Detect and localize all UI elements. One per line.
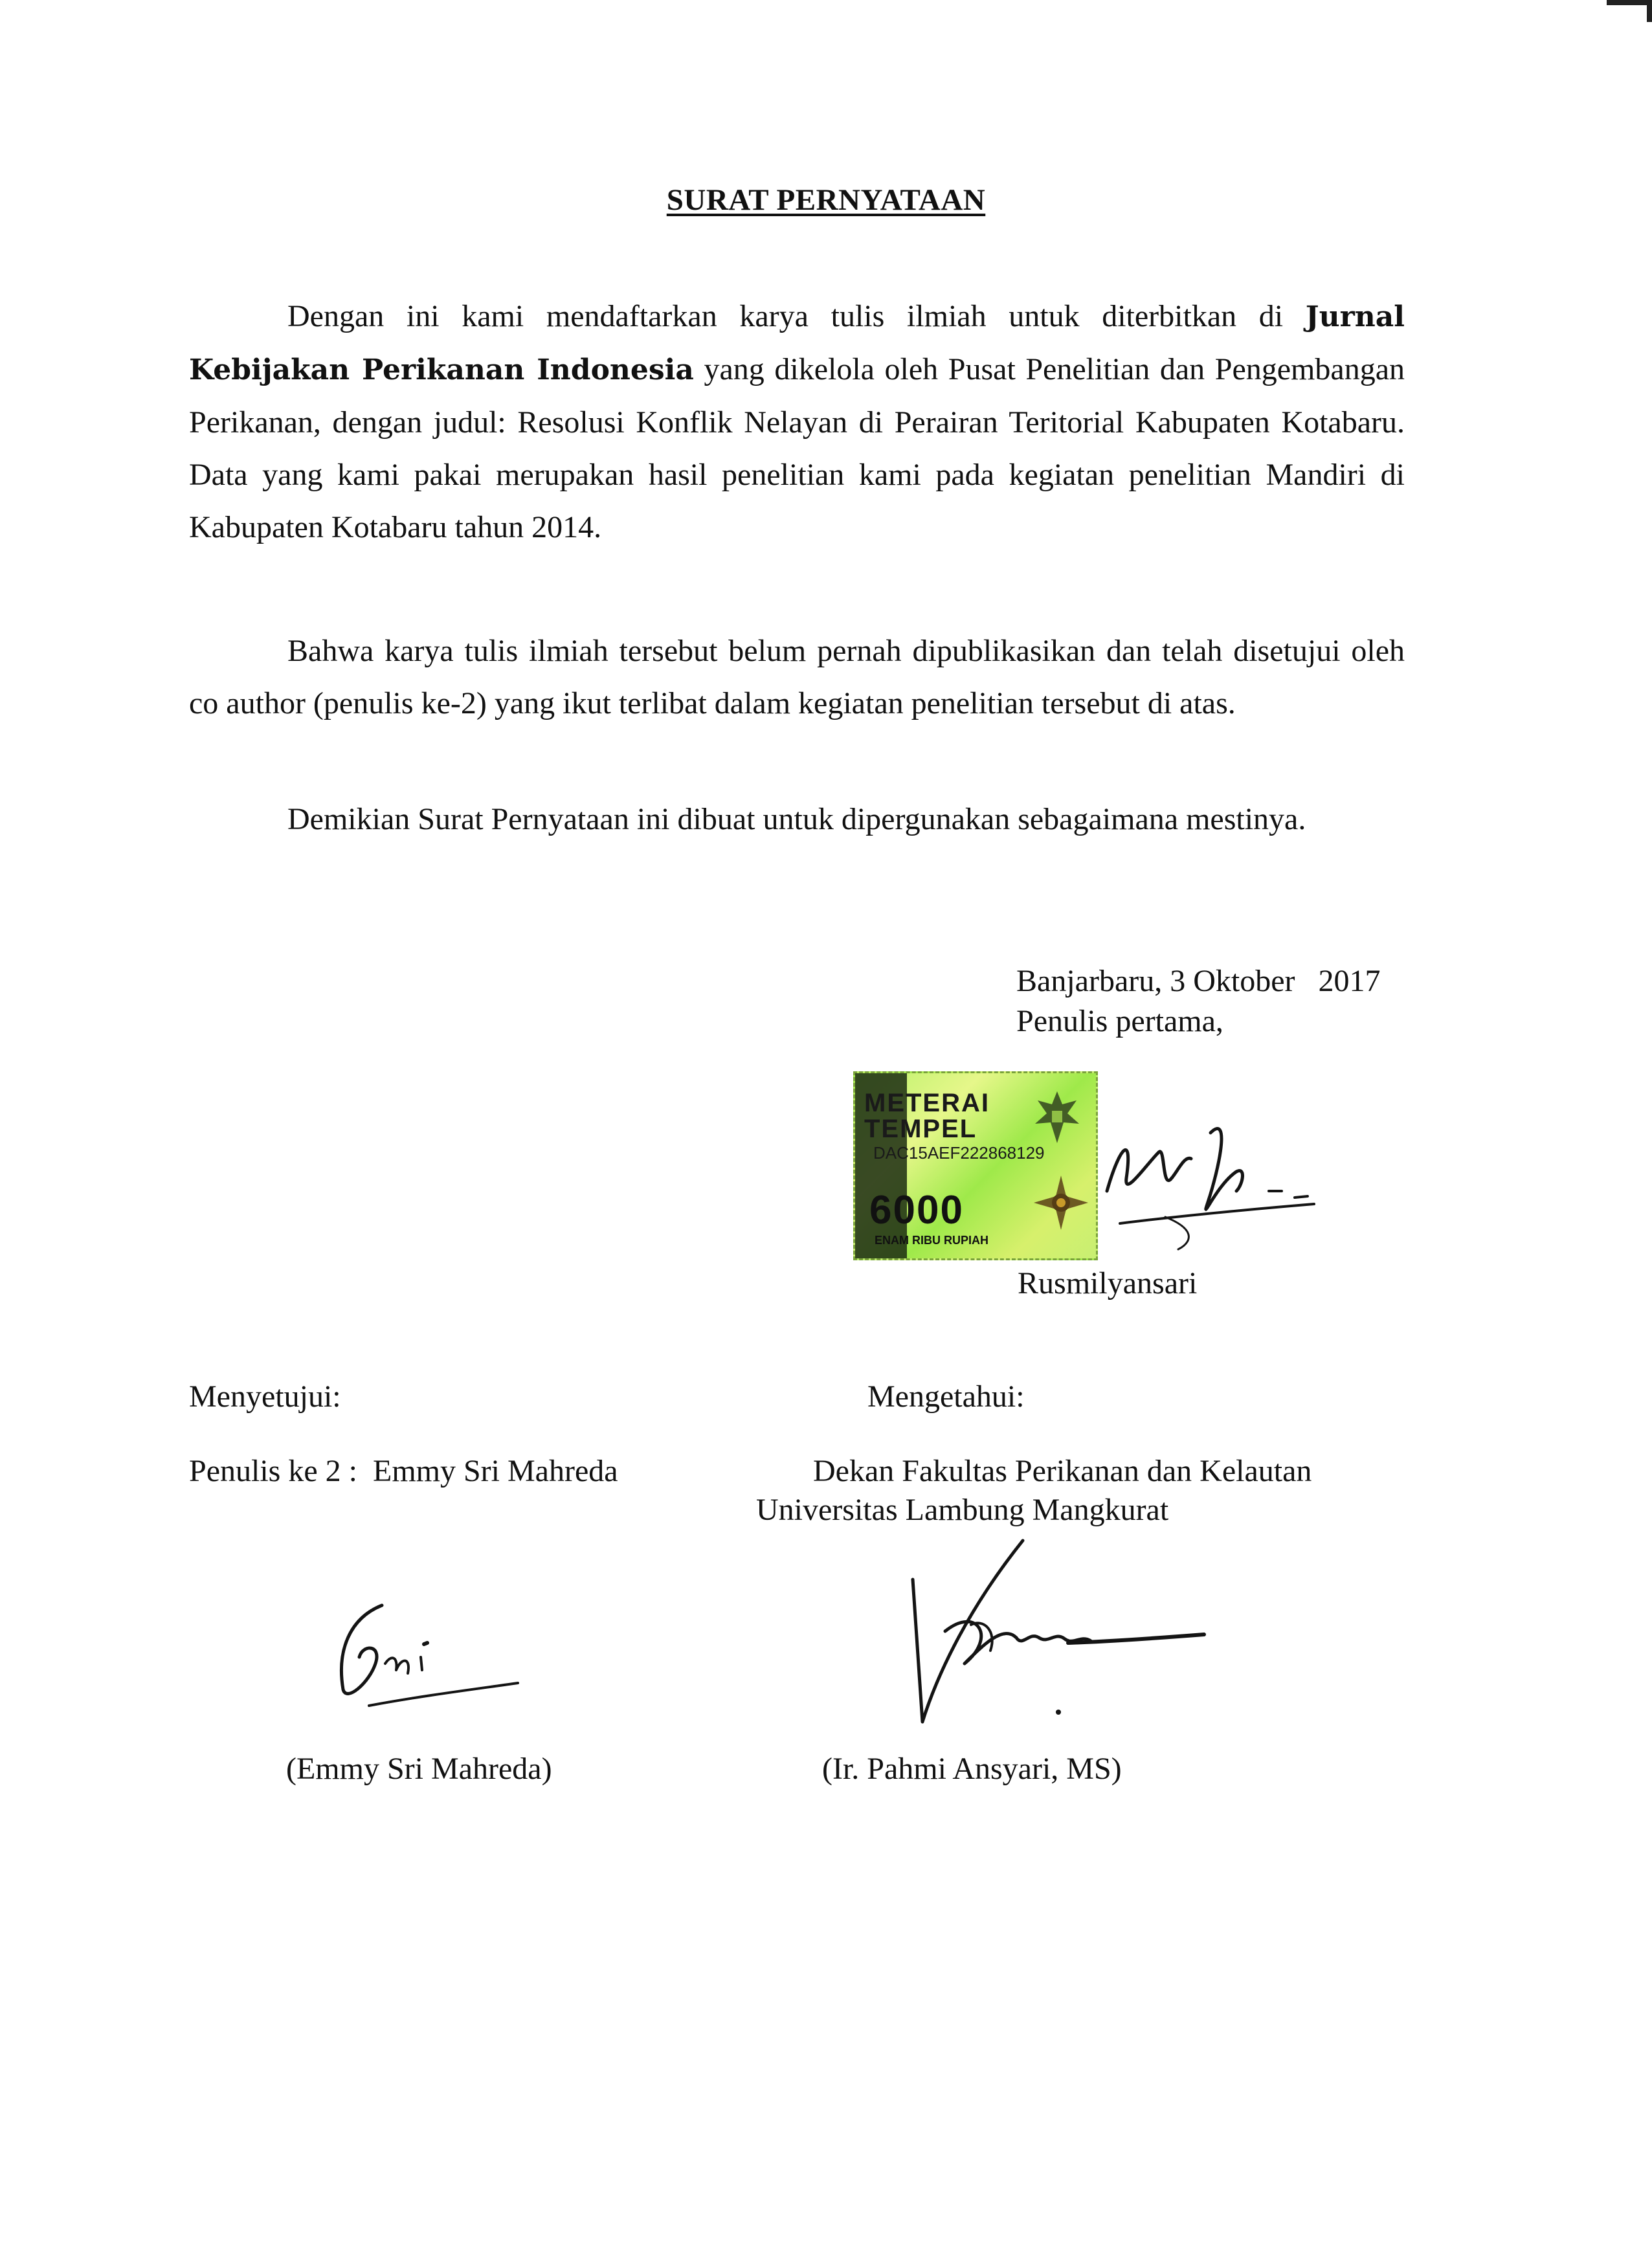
paragraph-closing: Demikian Surat Pernyataan ini dibuat untuk dipergunakan sebagaimana mestinya. <box>287 802 1306 836</box>
coauthor-signature-icon <box>324 1592 544 1722</box>
stamp-title <box>864 1090 990 1142</box>
dean-title-line1: Dekan Fakultas Perikanan dan Kelautan <box>813 1454 1312 1488</box>
dean-signature-icon <box>900 1528 1223 1748</box>
stamp-value: 6000 <box>869 1188 964 1232</box>
first-author-signature-icon <box>1081 1094 1340 1262</box>
stamp-caption: ENAM RIBU RUPIAH <box>875 1234 989 1247</box>
stamp-serial: DAC15AEF222868129 <box>873 1143 1045 1163</box>
paragraph-registration <box>189 290 1405 553</box>
coauthor-name: (Emmy Sri Mahreda) <box>286 1752 552 1786</box>
garuda-emblem-icon <box>1025 1085 1089 1150</box>
dean-name: (Ir. Pahmi Ansyari, MS) <box>822 1752 1122 1786</box>
acknowledge-label: Mengetahui: <box>867 1379 1025 1414</box>
stamp-title-line1: METERAI <box>864 1089 990 1117</box>
approve-label: Menyetujui: <box>189 1379 341 1414</box>
dean-title-line2: Universitas Lambung Mangkurat <box>756 1493 1169 1527</box>
duty-stamp <box>853 1071 1098 1260</box>
document-title: SURAT PERNYATAAN <box>666 183 986 217</box>
coauthor-line: Penulis ke 2 : Emmy Sri Mahreda <box>189 1454 618 1488</box>
first-author-name: Rusmilyansari <box>1018 1266 1198 1300</box>
paragraph-originality: Bahwa karya tulis ilmiah tersebut belum pernah dipublikasikan dan telah disetujui oleh co author (penulis ke-2) yang ikut terlibat dalam kegiatan penelitian tersebut di atas. <box>189 634 1405 720</box>
stamp-title-line2: TEMPEL <box>864 1115 977 1143</box>
place-date: Banjarbaru, 3 Oktober 2017 <box>1016 964 1381 998</box>
scan-edge-mark <box>1607 0 1652 5</box>
journal-name: Jurnal Kebijakan Perikanan Indonesia <box>189 300 1405 386</box>
paragraph-rest: yang dikelola oleh Pusat Penelitian dan Pengembangan Perikanan, dengan judul: Resolusi Konflik Nelayan di Perairan Teritorial Kabupaten Kotabaru. Data yang kami pakai merupakan hasil penelitian kami pada kegiatan penelitian Mandiri di Kabupaten Kotabaru tahun 2014. <box>189 352 1405 544</box>
scan-edge-mark <box>1647 5 1652 22</box>
paragraph-lead: Dengan ini kami mendaftarkan karya tulis ilmiah untuk diterbitkan di <box>287 299 1306 333</box>
first-author-role: Penulis pertama, <box>1016 1004 1223 1038</box>
